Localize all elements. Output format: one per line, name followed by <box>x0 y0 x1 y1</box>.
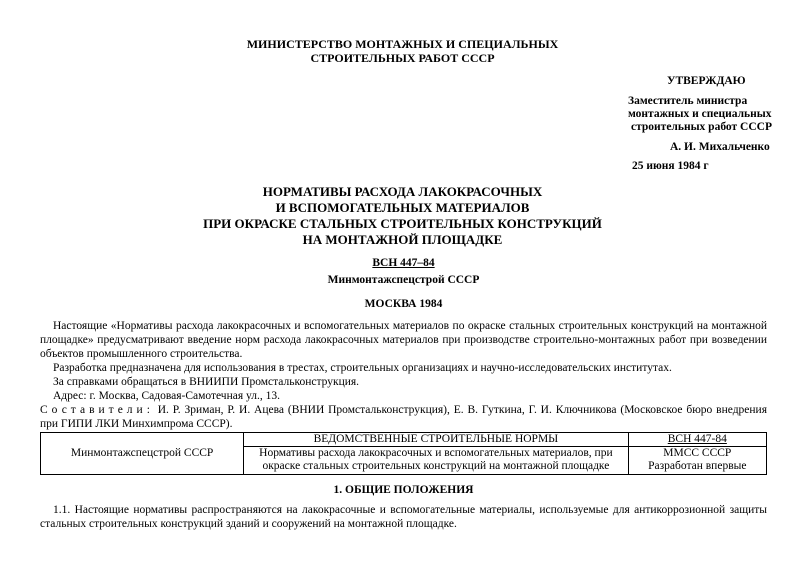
approval-date: 25 июня 1984 г <box>632 160 709 172</box>
section-1-paragraph-1: 1.1. Настоящие нормативы распространяются на лакокрасочные и вспомогательные материалы, используемые для антикоррозионной защиты стальных строительных конструкций зданий и сооружений на монтажной площадке. <box>40 504 767 530</box>
title-line-1: НОРМАТИВЫ РАСХОДА ЛАКОКРАСОЧНЫХ <box>262 184 543 199</box>
stamp-name: Нормативы расхода лакокрасочных и вспомогательных материалов, при окраске стальных строительных конструкций на монтажной площадке <box>244 447 628 475</box>
composers <box>40 403 767 431</box>
approval-line-3: строительных работ СССР <box>631 121 772 133</box>
title-line-4: НА МОНТАЖНОЙ ПЛОЩАДКЕ <box>302 232 503 247</box>
intro-paragraph-1: Настоящие «Нормативы расхода лакокрасочных и вспомогательных материалов по окраске стальных строительных конструкций на монтажной площадке» предусматривают введение норм расхода лакокрасочных материалов при производстве строительно-монтажных работ при возведении объектов промышленного строительства. <box>40 320 767 360</box>
intro-paragraph-3: За справками обращаться в ВНИИПИ Промстальконструкция. <box>53 376 360 388</box>
section-1-heading: 1. ОБЩИЕ ПОЛОЖЕНИЯ <box>333 484 474 496</box>
composers-label: Составители: <box>40 404 154 416</box>
city-year: МОСКВА 1984 <box>364 298 443 310</box>
stamp-header: ВЕДОМСТВЕННЫЕ СТРОИТЕЛЬНЫЕ НОРМЫ <box>244 433 628 447</box>
stamp-status: Разработан впервые <box>628 460 766 474</box>
ministry-line-1: МИНИСТЕРСТВО МОНТАЖНЫХ И СПЕЦИАЛЬНЫХ <box>246 37 559 51</box>
title-line-2: И ВСПОМОГАТЕЛЬНЫХ МАТЕРИАЛОВ <box>275 200 530 215</box>
ministry-header <box>200 37 605 65</box>
ministry-line-2: СТРОИТЕЛЬНЫХ РАБОТ СССР <box>310 51 495 65</box>
stamp-org: Минмонтажспецстрой СССР <box>41 433 244 475</box>
issuer: Минмонтажспецстрой СССР <box>327 274 480 286</box>
document-code <box>0 257 807 269</box>
approval-heading: УТВЕРЖДАЮ <box>667 75 746 87</box>
stamp-table <box>40 432 767 475</box>
doc-code: ВСН 447–84 <box>372 257 435 269</box>
composers-list: И. Р. Зриман, Р. И. Ацева (ВНИИ Промстальконструкция), Е. В. Гуткина, Г. И. Ключникова (Московское бюро внедрения при ГИПИ ЛКИ Минхимпрома СССР). <box>40 404 767 430</box>
approval-signer: А. И. Михальченко <box>670 141 770 153</box>
stamp-code: ВСН 447-84 <box>628 433 766 447</box>
intro-paragraph-2: Разработка предназначена для использования в трестах, строительных организациях и научно-исследовательских институтах. <box>53 362 672 374</box>
intro-paragraph-4: Адрес: г. Москва, Садовая-Самотечная ул., 13. <box>53 390 281 402</box>
title-line-3: ПРИ ОКРАСКЕ СТАЛЬНЫХ СТРОИТЕЛЬНЫХ КОНСТРУКЦИЙ <box>203 216 602 231</box>
approval-line-2: монтажных и специальных <box>628 108 772 120</box>
document-title <box>130 184 675 248</box>
stamp-body: ММСС СССР <box>628 447 766 461</box>
approval-line-1: Заместитель министра <box>628 95 748 107</box>
